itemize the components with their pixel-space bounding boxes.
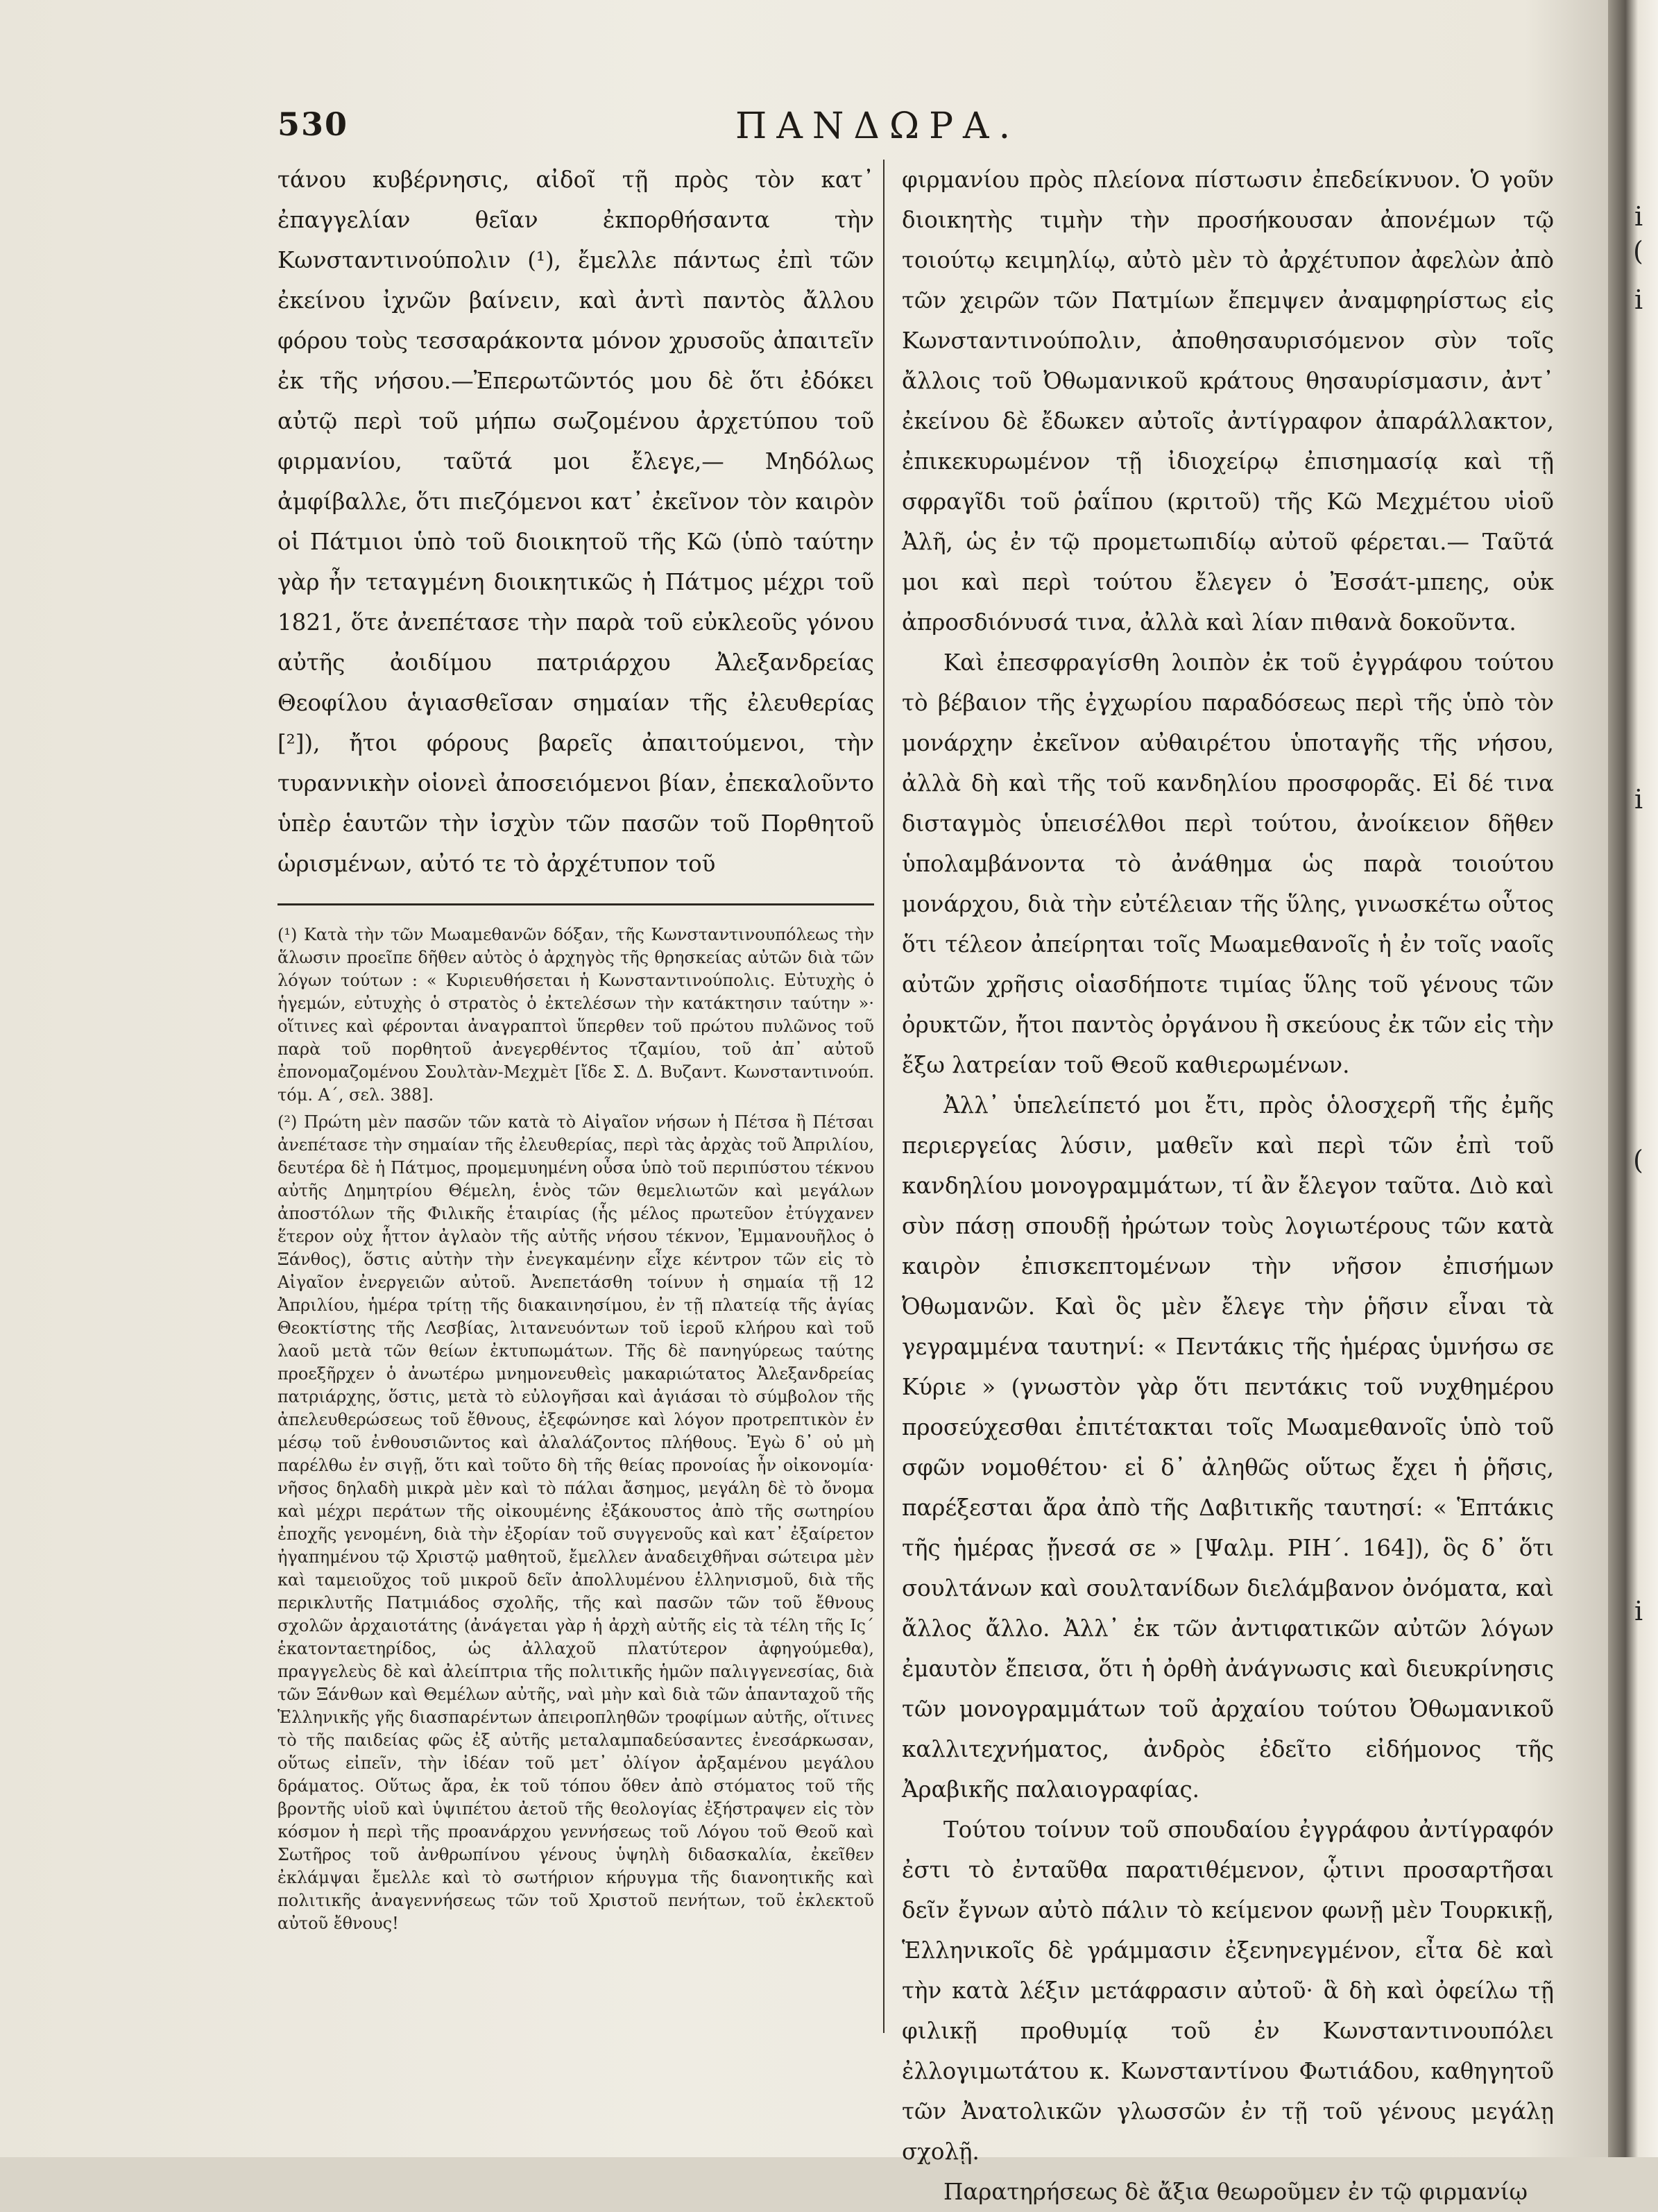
edge-mark: ( bbox=[1633, 236, 1643, 266]
footnote-1: (¹) Κατὰ τὴν τῶν Μωαμεθανῶν δόξαν, τῆς Κωνσταντινουπόλεως τὴν ἅλωσιν προεῖπε δῆθεν αὐτὸς ὁ ἀρχηγὸς τῆς θρησκείας αὐτῶν διὰ τῶν λόγων τούτων : « Κυριευθήσεται ἡ Κωνσταντινούπολις. Εὐτυχὴς ὁ ἡγεμών, εὐτυχὴς ὁ στρατὸς ὁ ἐκτελέσων τὴν κατάκτησιν ταύτην »· οἵτινες καὶ φέρονται ἀναγραπτοὶ ὕπερθεν τοῦ πρώτου πυλῶνος τοῦ παρὰ τοῦ πορθητοῦ ἀνεγερθέντος τζαμίου, τοῦ ἀπ᾿ αὐτοῦ ἐπονομαζομένου Σουλτὰν-Μεχμὲτ [ἴδε Σ. Δ. Βυζαντ. Κωνσταντινούπ. τόμ. Α΄, σελ. 388]. bbox=[277, 925, 874, 1105]
column-divider bbox=[883, 160, 884, 2033]
left-column bbox=[277, 160, 874, 1939]
journal-page bbox=[236, 90, 1575, 2205]
right-paragraph-2: Καὶ ἐπεσφραγίσθη λοιπὸν ἐκ τοῦ ἐγγράφου τούτου τὸ βέβαιον τῆς ἐγχωρίου παραδόσεως περὶ τῆς ὑπὸ τὸν μονάρχην ἐκεῖνον αὐθαιρέτου ὑποταγῆς τῆς νήσου, ἀλλὰ δὴ καὶ τῆς τοῦ κανδηλίου προσφορᾶς. Εἰ δέ τινα δισταγμὸς ὑπεισέλθοι περὶ τούτου, ἀνοίκειον δῆθεν ὑπολαμβάνοντα τὸ ἀνάθημα ὡς παρὰ τοιούτου μονάρχου, διὰ τὴν εὐτέλειαν τῆς ὕλης, γινωσκέτω οὗτος ὅτι τέλεον ἀπείρηται τοῖς Μωαμεθανοῖς ἡ ἐν τοῖς ναοῖς αὐτῶν χρῆσις οἱασδήποτε τιμίας ὕλης τοῦ γένους τῶν ὀρυκτῶν, ἤτοι παντὸς ὀργάνου ἢ σκεύους ἐκ τῶν εἰς τὴν ἔξω λατρείαν τοῦ Θεοῦ καθιερωμένων. bbox=[902, 649, 1554, 1078]
edge-mark: ( bbox=[1633, 1145, 1643, 1175]
journal-title: ΠΑΝΔΩΡΑ. bbox=[735, 105, 1020, 147]
footnote-divider bbox=[277, 903, 874, 905]
right-paragraph-5: Παρατηρήσεως δὲ ἄξια θεωροῦμεν ἐν τῷ φιρμανίῳ bbox=[943, 2179, 1528, 2205]
book-spine-shadow bbox=[1608, 0, 1658, 2157]
page-header bbox=[236, 90, 1575, 153]
edge-mark: i bbox=[1634, 784, 1643, 815]
right-column bbox=[902, 160, 1554, 2212]
right-paragraph-1: φιρμανίου πρὸς πλείονα πίστωσιν ἐπεδείκνυον. Ὁ γοῦν διοικητὴς τιμὴν τὴν προσήκουσαν ἀπονέμων τῷ τοιούτῳ κειμηλίῳ, αὐτὸ μὲν τὸ ἀρχέτυπον ἀφελὼν ἀπὸ τῶν χειρῶν τῶν Πατμίων ἔπεμψεν ἀναμφηρίστως εἰς Κωνσταντινούπολιν, ἀποθησαυρισόμενον σὺν τοῖς ἄλλοις τοῦ Ὀθωμανικοῦ κράτους θησαυρίσμασιν, ἀντ᾿ ἐκείνου δὲ ἔδωκεν αὐτοῖς ἀντίγραφον ἀπαράλλακτον, ἐπικεκυρωμένον τῇ ἰδιοχείρῳ ἐπισημασίᾳ καὶ τῇ σφραγῖδι τοῦ ῥαΐπου (κριτοῦ) τῆς Κῶ Μεχμέτου υἱοῦ Ἀλῆ, ὡς ἐν τῷ προμετωπιδίῳ αὐτοῦ φέρεται.— Ταῦτά μοι καὶ περὶ τούτου ἔλεγεν ὁ Ἐσσάτ-μπεης, οὐκ ἀπροσδιόνυσά τινα, ἀλλὰ καὶ λίαν πιθανὰ δοκοῦντα. bbox=[902, 167, 1554, 636]
edge-mark: i bbox=[1634, 284, 1643, 315]
edge-mark: i bbox=[1634, 1596, 1643, 1626]
left-column-body: τάνου κυβέρνησις, αἰδοῖ τῇ πρὸς τὸν κατ᾿ ἐπαγγελίαν θεῖαν ἐκπορθήσαντα τὴν Κωνσταντινούπολιν (¹), ἔμελλε πάντως ἐπὶ τῶν ἐκείνου ἰχνῶν βαίνειν, καὶ ἀντὶ παντὸς ἄλλου φόρου τοὺς τεσσαράκοντα μόνον χρυσοῦς ἀπαιτεῖν ἐκ τῆς νήσου.—Ἐπερωτῶντός μου δὲ ὅτι ἐδόκει αὐτῷ περὶ τοῦ μήπω σωζομένου ἀρχετύπου τοῦ φιρμανίου, ταῦτά μοι ἔλεγε,— Μηδόλως ἀμφίβαλλε, ὅτι πιεζόμενοι κατ᾿ ἐκεῖνον τὸν καιρὸν οἱ Πάτμιοι ὑπὸ τοῦ διοικητοῦ τῆς Κῶ (ὑπὸ ταύτην γὰρ ἦν τεταγμένη διοικητικῶς ἡ Πάτμος μέχρι τοῦ 1821, ὅτε ἀνεπέτασε τὴν παρὰ τοῦ εὐκλεοῦς γόνου αὐτῆς ἀοιδίμου πατριάρχου Ἀλεξανδρείας Θεοφίλου ἁγιασθεῖσαν σημαίαν τῆς ἐλευθερίας [²]), ἤτοι φόρους βαρεῖς ἀπαιτούμενοι, τὴν τυραννικὴν οἱονεὶ ἀποσειόμενοι βίαν, ἐπεκαλοῦντο ὑπὲρ ἑαυτῶν τὴν ἰσχὺν τῶν πασῶν τοῦ Πορθητοῦ ὡρισμένων, αὐτό τε τὸ ἀρχέτυπον τοῦ bbox=[277, 167, 874, 877]
footnote-2: (²) Πρώτη μὲν πασῶν τῶν κατὰ τὸ Αἰγαῖον νήσων ἡ Πέτσα ἢ Πέτσαι ἀνεπέτασε τὴν σημαίαν τῆς ἐλευθερίας, περὶ τὰς ἀρχὰς τοῦ Ἀπριλίου, δευτέρα δὲ ἡ Πάτμος, προμεμυημένη οὖσα ὑπὸ τοῦ περιπύστου τέκνου αὐτῆς Δημητρίου Θέμελη, ἑνὸς τῶν θεμελιωτῶν καὶ μεγάλων ἀποστόλων τῆς Φιλικῆς ἑταιρίας (ἧς μέλος πρωτεῦον ἐτύγχανεν ἕτερον οὐχ ἧττον ἀγλαὸν τῆς αὐτῆς νήσου τέκνον, Ἐμμανουῆλος ὁ Ξάνθος), ὅστις αὐτὴν τὴν ἐνεγκαμένην εἶχε κέντρον τῶν εἰς τὸ Αἰγαῖον ἐνεργειῶν αὐτοῦ. Ἀνεπετάσθη τοίνυν ἡ σημαία τῇ 12 Ἀπριλίου, ἡμέρα τρίτῃ τῆς διακαινησίμου, ἐν τῇ πλατείᾳ τῆς ἁγίας Θεοκτίστης τῆς Λεσβίας, λιτανευόντων τοῦ ἱεροῦ κλήρου καὶ τοῦ λαοῦ μετὰ τῶν θείων ἐκτυπωμάτων. Τῆς δὲ πανηγύρεως ταύτης προεξῆρχεν ὁ ἀνωτέρω μνημονευθεὶς μακαριώτατος Ἀλεξανδρείας πατριάρχης, ὅστις, μετὰ τὸ εὐλογῆσαι καὶ ἁγιάσαι τὸ σύμβολον τῆς ἀπελευθερώσεως τοῦ ἔθνους, ἐξεφώνησε καὶ λόγον προτρεπτικὸν ἐν μέσῳ τοῦ ἐνθουσιῶντος καὶ ἀλαλάζοντος πλήθους. Ἐγὼ δ᾿ οὐ μὴ παρέλθω ἐν σιγῇ, ὅτι καὶ τοῦτο δὴ τῆς θείας προνοίας ἦν οἰκονομία· νῆσος δηλαδὴ μικρὰ μὲν καὶ τὸ πάλαι ἄσημος, μεγάλη δὲ τὸ ὄνομα καὶ μέχρι περάτων τῆς οἰκουμένης ἐξάκουστος ἀπὸ τῆς σωτηρίου ἐποχῆς γενομένη, διὰ τὴν ἐξορίαν τοῦ συγγενοῦς καὶ κατ᾿ ἐξαίρετον ἠγαπημένου τῷ Χριστῷ μαθητοῦ, ἔμελλεν ἀναδειχθῆναι σώτειρα μὲν καὶ ταμειοῦχος τοῦ μικροῦ δεῖν ἀπολλυμένου ἑλληνισμοῦ, διὰ τῆς περικλυτῆς Πατμιάδος σχολῆς, τῆς καὶ πασῶν τῶν τοῦ ἔθνους σχολῶν ἀρχαιοτάτης (ἀνάγεται γὰρ ἡ ἀρχὴ αὐτῆς εἰς τὰ τέλη τῆς Ις΄ ἑκατονταετηρίδος, ὡς ἀλλαχοῦ πλατύτερον ἀφηγούμεθα), πραγγελεὺς δὲ καὶ ἀλείπτρια τῆς πολιτικῆς ἡμῶν παλιγγενεσίας, διὰ τῶν Ξάνθων καὶ Θεμέλων αὐτῆς, ναὶ μὴν καὶ διὰ τῶν ἁπανταχοῦ τῆς Ἑλληνικῆς γῆς διασπαρέντων ἀπειροπληθῶν τροφίμων αὐτῆς, οἵτινες τὸ τῆς παιδείας φῶς ἐξ αὐτῆς μεταλαμπαδεύσαντες ἐνεσάρκωσαν, οὕτως εἰπεῖν, τὴν ἰδέαν τοῦ μετ᾿ ὀλίγον ἀρξαμένου μεγάλου δράματος. Οὕτως ἄρα, ἐκ τοῦ τόπου ὅθεν ἀπὸ στόματος τοῦ τῆς βροντῆς υἱοῦ καὶ ὑψιπέτου ἀετοῦ τῆς θεολογίας ἐξήστραψεν εἰς τὸν κόσμον ἡ περὶ τῆς προανάρχου γεννήσεως τοῦ Λόγου τοῦ Θεοῦ καὶ Σωτῆρος τοῦ ἀνθρωπίνου γένους ὑψηλὴ διδασκαλία, ἐκεῖθεν ἐκλάμψαι ἔμελλε καὶ τὸ σωτήριον κήρυγμα τῆς διανοητικῆς καὶ πολιτικῆς ἀναγεννήσεως τῶν τοῦ Χριστοῦ πενήτων, τοῦ ἐκλεκτοῦ αὐτοῦ ἔθνους! bbox=[277, 1112, 874, 1933]
edge-mark: i bbox=[1634, 201, 1643, 232]
page-number: 530 bbox=[277, 105, 349, 143]
right-paragraph-4: Τούτου τοίνυν τοῦ σπουδαίου ἐγγράφου ἀντίγραφόν ἐστι τὸ ἐνταῦθα παρατιθέμενον, ᾧτινι προσαρτῆσαι δεῖν ἔγνων αὐτὸ πάλιν τὸ κείμενον φωνῇ μὲν Τουρκικῇ, Ἑλληνικοῖς δὲ γράμμασιν ἐξενηνεγμένον, εἶτα δὲ καὶ τὴν κατὰ λέξιν μετάφρασιν αὐτοῦ· ἃ δὴ καὶ ὀφείλω τῇ φιλικῇ προθυμίᾳ τοῦ ἐν Κωνσταντινουπόλει ἐλλογιμωτάτου κ. Κωνσταντίνου Φωτιάδου, καθηγητοῦ τῶν Ἀνατολικῶν γλωσσῶν ἐν τῇ τοῦ γένους μεγάλῃ σχολῇ. bbox=[902, 1817, 1554, 2165]
right-paragraph-3: Ἀλλ᾿ ὑπελείπετό μοι ἔτι, πρὸς ὁλοσχερῆ τῆς ἐμῆς περιεργείας λύσιν, μαθεῖν καὶ περὶ τῶν ἐπὶ τοῦ κανδηλίου μονογραμμάτων, τί ἂν ἔλεγον ταῦτα. Διὸ καὶ σὺν πάσῃ σπουδῇ ἠρώτων τοὺς λογιωτέρους τῶν κατὰ καιρὸν ἐπισκεπτομένων τὴν νῆσον ἐπισήμων Ὀθωμανῶν. Καὶ ὃς μὲν ἔλεγε τὴν ῥῆσιν εἶναι τὰ γεγραμμένα ταυτηνί: « Πεντάκις τῆς ἡμέρας ὑμνήσω σε Κύριε » (γνωστὸν γὰρ ὅτι πεντάκις τοῦ νυχθημέρου προσεύχεσθαι ἐπιτέτακται τοῖς Μωαμεθανοῖς ὑπὸ τοῦ σφῶν νομοθέτου· εἰ δ᾿ ἀληθῶς οὕτως ἔχει ἡ ῥῆσις, παρέξεσται ἄρα ἀπὸ τῆς Δαβιτικῆς ταυτησί: « Ἑπτάκις τῆς ἡμέρας ᾔνεσά σε » [Ψαλμ. ΡΙΗ΄. 164]), ὃς δ᾿ ὅτι σουλτάνων καὶ σουλτανίδων διελάμβανον ὀνόματα, καὶ ἄλλος ἄλλο. Ἀλλ᾿ ἐκ τῶν ἀντιφατικῶν αὐτῶν λόγων ἐμαυτὸν ἔπεισα, ὅτι ἡ ὀρθὴ ἀνάγνωσις καὶ διευκρίνησις τῶν μονογραμμάτων τοῦ ἀρχαίου τούτου Ὀθωμανικοῦ καλλιτεχνήματος, ἀνδρὸς ἐδεῖτο εἰδήμονος τῆς Ἀραβικῆς παλαιογραφίας. bbox=[902, 1092, 1554, 1803]
